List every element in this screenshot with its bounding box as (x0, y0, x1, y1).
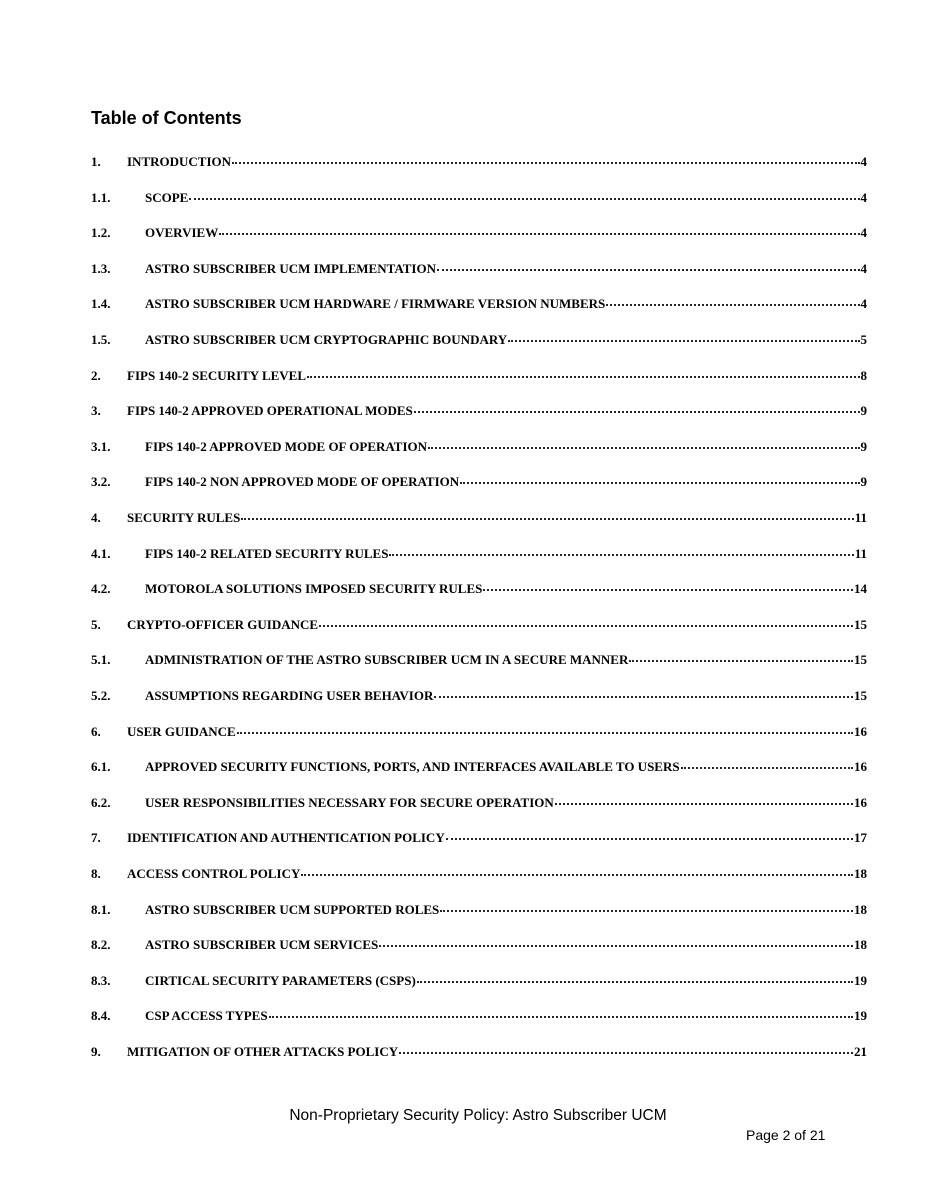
toc-dot-leader (219, 219, 859, 235)
toc-entry[interactable] (91, 150, 867, 170)
toc-entry-title: FIPS 140-2 APPROVED OPERATIONAL MODES (127, 403, 413, 419)
toc-entry-number: 3. (91, 403, 101, 419)
toc-entry[interactable] (91, 435, 867, 455)
toc-entry-number: 7. (91, 830, 101, 846)
toc-entry-page: 19 (854, 972, 867, 988)
toc-entry-page: 11 (854, 510, 867, 525)
toc-entry-title: IDENTIFICATION AND AUTHENTICATION POLICY (127, 830, 445, 846)
toc-entry[interactable] (91, 470, 867, 490)
toc-dot-leader (307, 362, 859, 378)
toc-dot-leader (389, 540, 853, 556)
toc-entry-title: OVERVIEW (145, 225, 219, 241)
toc-entry-title: CIRTICAL SECURITY PARAMETERS (CSPS) (145, 972, 416, 988)
toc-entry-number: 3.2. (91, 474, 111, 490)
toc-dot-leader (189, 184, 859, 200)
toc-entry-title: FIPS 140-2 SECURITY LEVEL (127, 367, 307, 383)
toc-entry-page: 4 (860, 225, 867, 241)
toc-dot-leader (440, 896, 853, 912)
toc-entry-title: APPROVED SECURITY FUNCTIONS, PORTS, AND INTERFACES AVAILABLE TO USERS (145, 759, 680, 775)
toc-entry-page: 21 (854, 1044, 867, 1059)
toc-dot-leader (483, 575, 853, 591)
toc-dot-leader (399, 1038, 853, 1054)
toc-entry-title: SCOPE (145, 189, 189, 205)
toc-entry-page: 4 (860, 189, 867, 205)
toc-entry[interactable] (91, 720, 867, 740)
toc-entry-page: 15 (854, 688, 867, 703)
toc-entry-number: 5.1. (91, 652, 111, 668)
toc-entry-title: ASSUMPTIONS REGARDING USER BEHAVIOR (145, 688, 434, 703)
toc-entry-title: ASTRO SUBSCRIBER UCM HARDWARE / FIRMWARE VERSION NUMBERS (145, 296, 606, 312)
toc-entry[interactable] (91, 257, 867, 277)
toc-entry-number: 4.2. (91, 581, 111, 597)
toc-entry-page: 9 (860, 474, 867, 490)
toc-dot-leader (446, 824, 853, 840)
toc-entry-number: 1.1. (91, 189, 111, 205)
toc-entry[interactable] (91, 862, 867, 882)
toc-dot-leader (434, 682, 853, 698)
toc-entry-number: 8.1. (91, 901, 111, 917)
toc-entry-title: FIPS 140-2 APPROVED MODE OF OPERATION (145, 438, 428, 454)
toc-entry-title: ACCESS CONTROL POLICY (127, 866, 301, 881)
toc-entry-number: 4. (91, 510, 101, 525)
toc-entry-page: 14 (854, 581, 867, 597)
toc-entry-number: 5.2. (91, 688, 111, 703)
toc-entry-title: MITIGATION OF OTHER ATTACKS POLICY (127, 1044, 399, 1059)
toc-entry-number: 5. (91, 616, 101, 632)
toc-entry[interactable] (91, 613, 867, 633)
toc-entry-page: 9 (860, 403, 867, 419)
toc-entry-page: 18 (854, 866, 867, 881)
toc-entry-title: MOTOROLA SOLUTIONS IMPOSED SECURITY RULES (145, 581, 483, 597)
toc-dot-leader (319, 611, 853, 627)
toc-dot-leader (414, 397, 860, 413)
toc-entry-page: 18 (854, 937, 867, 953)
toc-entry-page: 18 (854, 901, 867, 917)
toc-entry[interactable] (91, 577, 867, 597)
toc-entry[interactable] (91, 826, 867, 846)
toc-entry[interactable] (91, 791, 867, 811)
toc-dot-leader (301, 860, 853, 876)
toc-entry-number: 1.4. (91, 296, 111, 312)
toc-entry[interactable] (91, 898, 867, 918)
toc-dot-leader (417, 967, 853, 983)
toc-entry-page: 8 (860, 367, 867, 383)
toc-entry-page: 9 (860, 438, 867, 454)
toc-entry-number: 8.2. (91, 937, 111, 953)
toc-dot-leader (681, 753, 853, 769)
toc-entry-page: 5 (860, 332, 867, 347)
toc-entry[interactable] (91, 186, 867, 206)
toc-dot-leader (232, 148, 859, 164)
toc-entry-title: ASTRO SUBSCRIBER UCM CRYPTOGRAPHIC BOUNDARY (145, 332, 508, 347)
toc-entry-number: 8.4. (91, 1008, 111, 1024)
toc-entry-title: ASTRO SUBSCRIBER UCM SERVICES (145, 937, 379, 953)
toc-entry-title: USER GUIDANCE (127, 723, 236, 739)
toc-entry-page: 16 (854, 723, 867, 739)
toc-dot-leader (460, 468, 859, 484)
toc-entry[interactable] (91, 292, 867, 312)
toc-entry-number: 4.1. (91, 545, 111, 561)
toc-entry-title: FIPS 140-2 NON APPROVED MODE OF OPERATION (145, 474, 460, 490)
toc-entry-page: 4 (860, 154, 867, 169)
toc-entry-number: 6.1. (91, 759, 111, 775)
toc-entry-page: 17 (854, 830, 867, 846)
toc-entry-title: ASTRO SUBSCRIBER UCM SUPPORTED ROLES (145, 901, 440, 917)
toc-entry[interactable] (91, 399, 867, 419)
toc-entry-page: 4 (860, 260, 867, 276)
toc-entry-number: 8.3. (91, 972, 111, 988)
toc-entry-number: 8. (91, 866, 101, 881)
toc-entry[interactable] (91, 1004, 867, 1024)
toc-dot-leader (379, 931, 853, 947)
toc-entry[interactable] (91, 648, 867, 668)
toc-dot-leader (269, 1002, 853, 1018)
toc-entry[interactable] (91, 542, 867, 562)
toc-entry-page: 15 (854, 616, 867, 632)
toc-dot-leader (241, 504, 853, 520)
toc-dot-leader (629, 646, 853, 662)
toc-entry-number: 2. (91, 367, 101, 383)
toc-entry-number: 6. (91, 723, 101, 739)
toc-entry-number: 6.2. (91, 794, 111, 810)
page-title: Table of Contents (91, 108, 242, 128)
toc-dot-leader (508, 326, 859, 342)
toc-entry-title: USER RESPONSIBILITIES NECESSARY FOR SECURE OPERATION (145, 794, 554, 810)
toc-dot-leader (437, 255, 860, 271)
toc-entry-number: 1.5. (91, 332, 111, 347)
toc-entry[interactable] (91, 328, 867, 348)
toc-entry-number: 1.2. (91, 225, 111, 241)
toc-entry-page: 15 (854, 652, 867, 668)
toc-entry-title: FIPS 140-2 RELATED SECURITY RULES (145, 545, 389, 561)
toc-dot-leader (428, 433, 859, 449)
toc-entry-number: 3.1. (91, 438, 111, 454)
toc-entry-number: 1.3. (91, 260, 111, 276)
toc-entry-title: ASTRO SUBSCRIBER UCM IMPLEMENTATION (145, 260, 436, 276)
toc-dot-leader (606, 290, 859, 306)
toc-entry-page: 16 (854, 759, 867, 775)
toc-entry[interactable] (91, 755, 867, 775)
toc-entry-page: 4 (860, 296, 867, 312)
toc-entry-page: 16 (854, 794, 867, 810)
toc-entry[interactable] (91, 1040, 867, 1060)
toc-dot-leader (555, 789, 853, 805)
toc-entry-number: 1. (91, 154, 101, 169)
toc-entry-title: ADMINISTRATION OF THE ASTRO SUBSCRIBER UCM IN A SECURE MANNER (145, 652, 629, 668)
toc-entry[interactable] (91, 933, 867, 953)
toc-entry-number: 9. (91, 1044, 101, 1059)
toc-entry-page: 19 (854, 1008, 867, 1024)
footer-page-number: Page 2 of 21 (746, 1127, 826, 1143)
toc-entry[interactable] (91, 221, 867, 241)
toc-entry-title: CRYPTO-OFFICER GUIDANCE (127, 616, 319, 632)
toc-entry-page: 11 (854, 545, 867, 561)
toc-entry-title: CSP ACCESS TYPES (145, 1008, 268, 1024)
footer-title: Non-Proprietary Security Policy: Astro Subscriber UCM (289, 1107, 667, 1124)
toc-entry[interactable] (91, 969, 867, 989)
toc-entry-title: SECURITY RULES (127, 510, 241, 525)
toc-dot-leader (237, 718, 853, 734)
toc-entry[interactable] (91, 506, 867, 526)
toc-entry-title: INTRODUCTION (127, 154, 232, 169)
toc-entry[interactable] (91, 364, 867, 384)
toc-entry[interactable] (91, 684, 867, 704)
